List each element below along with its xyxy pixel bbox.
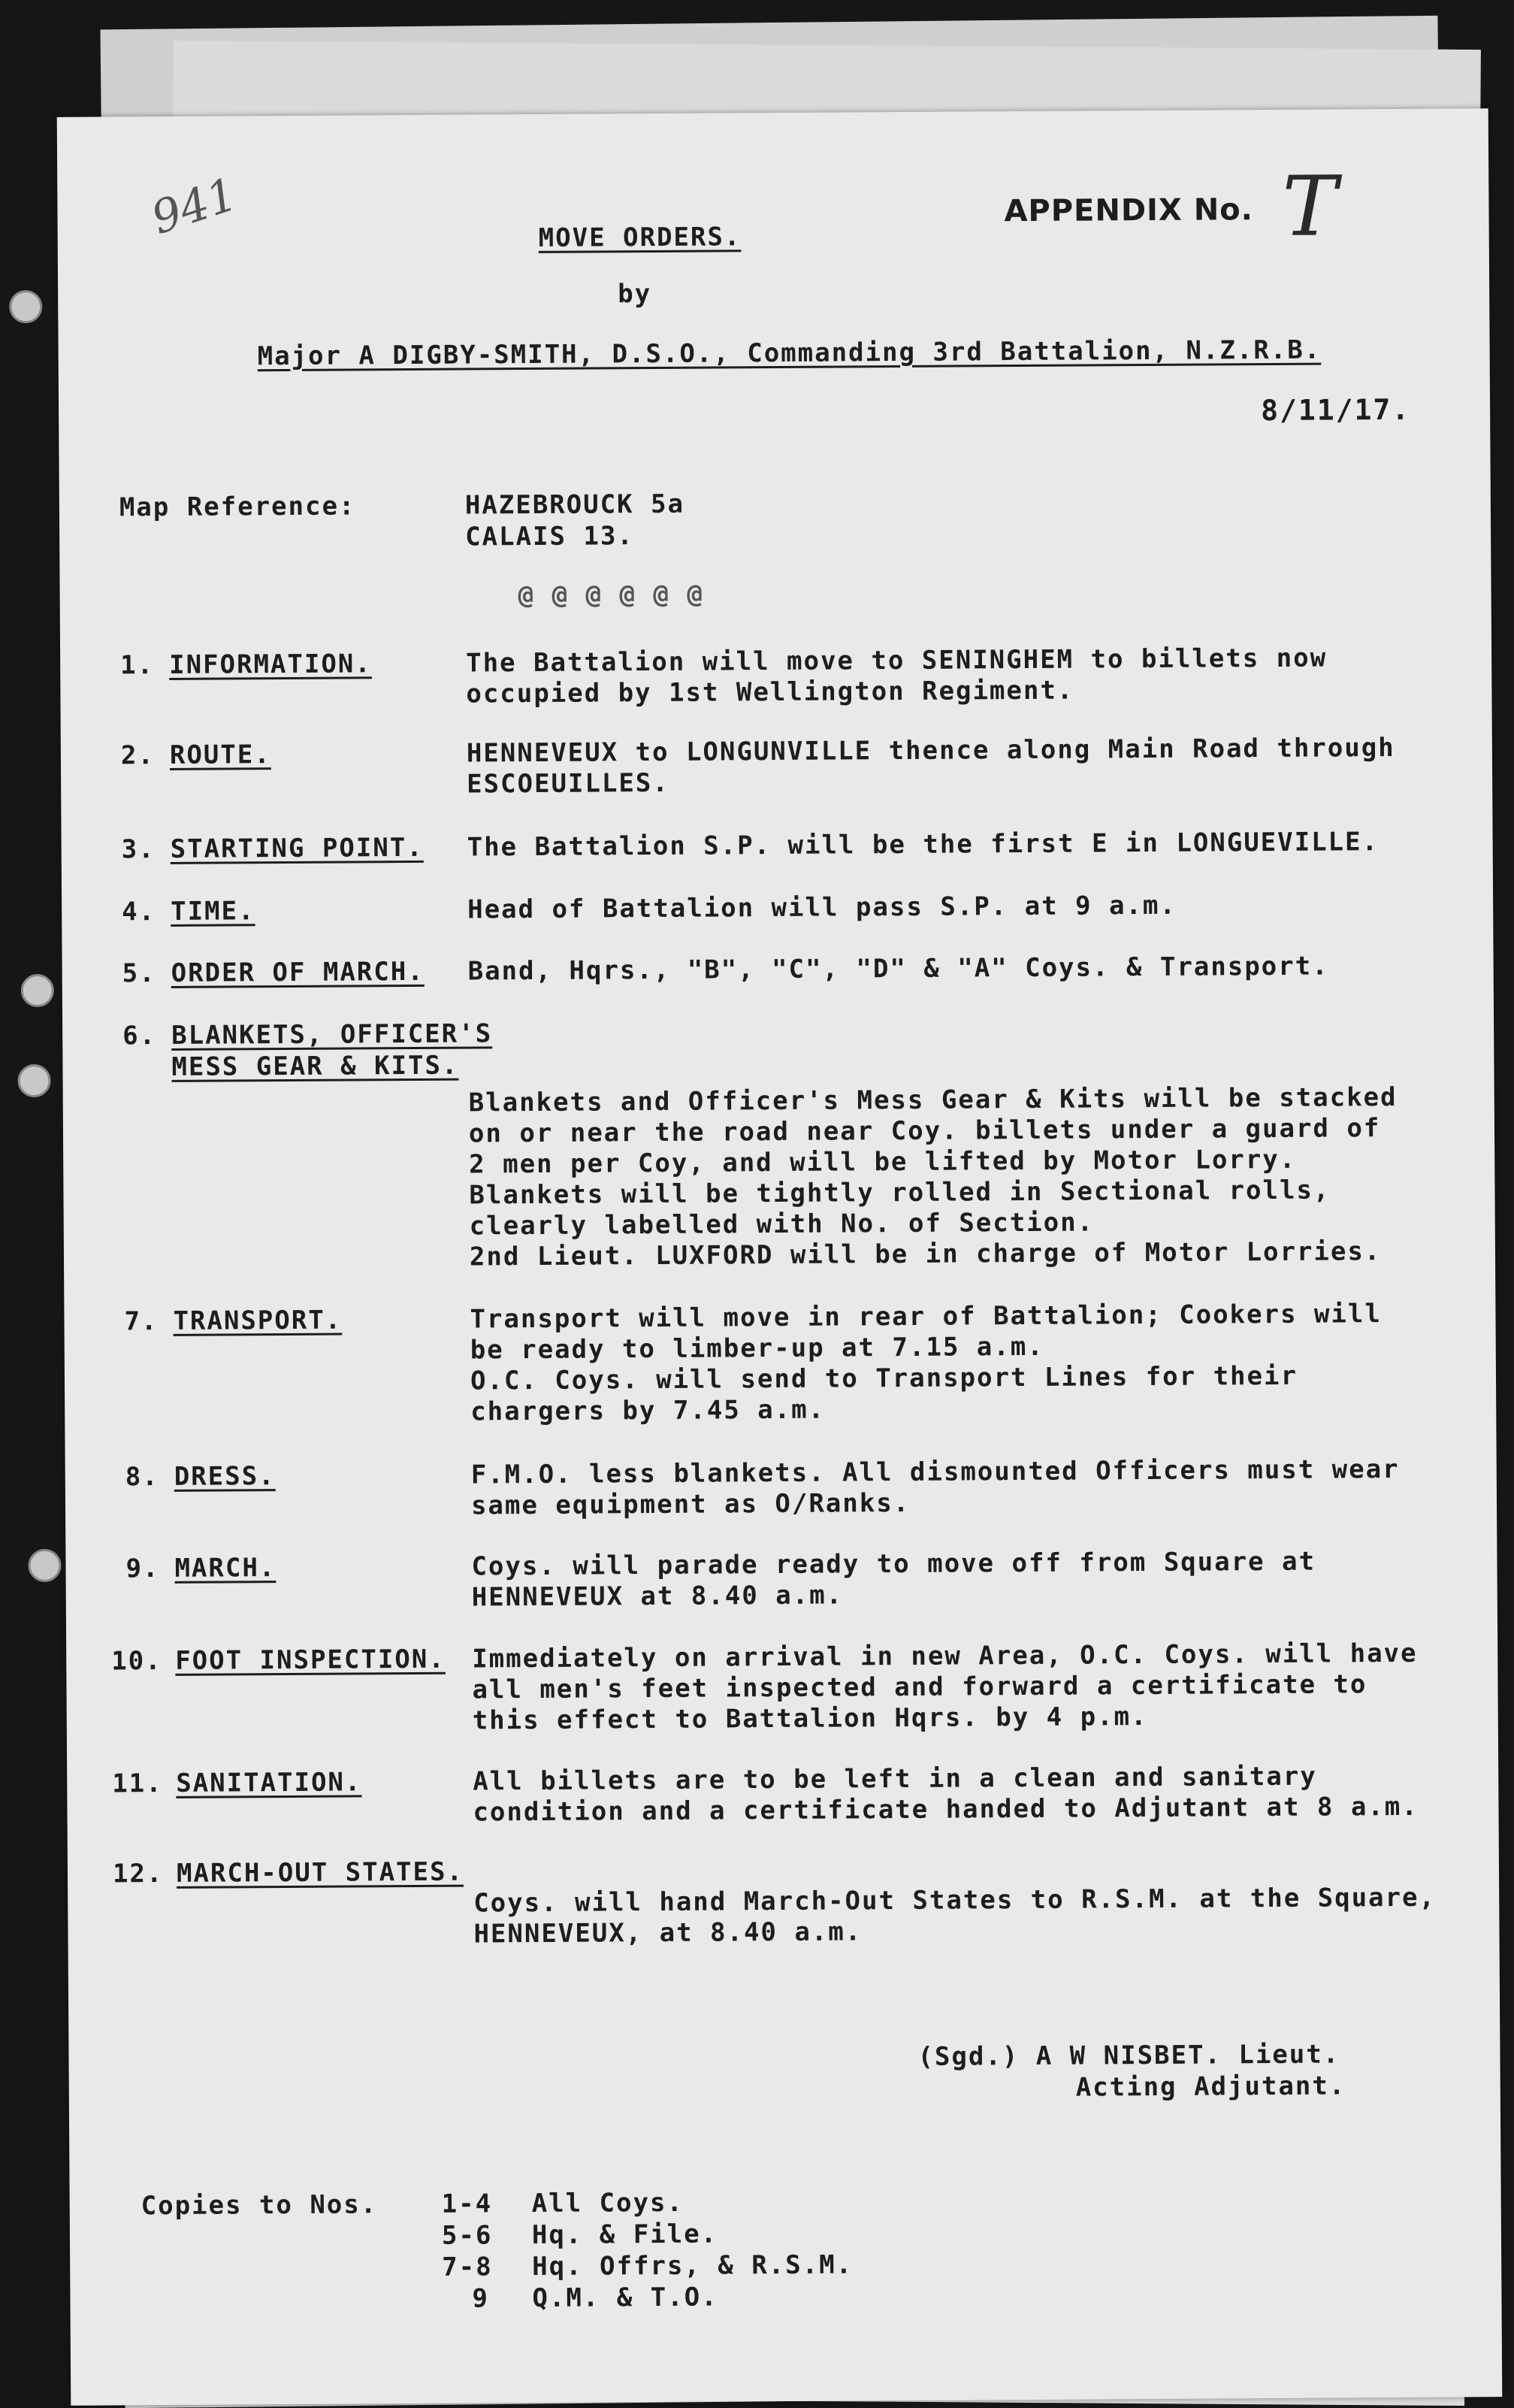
paragraph-body: Immediately on arrival in new Area, O.C. Coys. will have all men's feet inspected and forward a certificate to this effect to Battalion Hqrs. by 4 p.m. (472, 1638, 1418, 1736)
copies-nos: 5-6 (441, 2220, 493, 2251)
punch-hole (28, 1549, 61, 1582)
by-line: by (618, 279, 652, 310)
paragraph-heading-continued: MESS GEAR & KITS. (171, 1050, 459, 1082)
appendix-value: T (1282, 158, 1338, 255)
copies-nos: 9 (472, 2283, 490, 2314)
commander-line: Major A DIGBY-SMITH, D.S.O., Commanding 3rd Battalion, N.Z.R.B. (257, 334, 1322, 372)
paragraph-body: Band, Hqrs., "B", "C", "D" & "A" Coys. & Transport. (467, 951, 1329, 987)
paragraph-body: Coys. will parade ready to move off from Square at HENNEVEUX at 8.40 a.m. (471, 1546, 1316, 1613)
copies-nos: 1-4 (441, 2189, 493, 2219)
paragraph-number: 3. (121, 834, 156, 865)
punch-hole (21, 974, 54, 1007)
signature-line: (Sgd.) A W NISBET. Lieut. (917, 2039, 1340, 2072)
paragraph-number: 6. (122, 1021, 157, 1051)
paragraph-body: All billets are to be left in a clean and sanitary condition and a certificate handed to Adjutant at 8 a.m. (473, 1761, 1419, 1828)
paragraph-heading: ROUTE. (169, 740, 271, 770)
map-reference-line: CALAIS 13. (465, 521, 634, 552)
paragraph-heading: SANITATION. (176, 1767, 362, 1798)
separator: @ @ @ @ @ @ (518, 579, 704, 611)
paragraph-heading: DRESS. (174, 1461, 276, 1492)
copies-recipient: All Coys. (531, 2187, 684, 2219)
map-reference-line: HAZEBROUCK 5a (464, 489, 685, 521)
paragraph-number: 9. (125, 1553, 160, 1584)
paragraph-number: 4. (122, 897, 156, 927)
paragraph-heading: MARCH. (174, 1553, 277, 1584)
paragraph-number: 5. (122, 958, 156, 989)
paragraph-heading: MARCH-OUT STATES. (176, 1856, 464, 1889)
paragraph-number: 7. (124, 1306, 159, 1337)
paragraph-number: 2. (120, 740, 155, 771)
paragraph-heading: ORDER OF MARCH. (171, 956, 425, 988)
paragraph-body: Head of Battalion will pass S.P. at 9 a.m. (467, 890, 1177, 925)
copies-recipient: Q.M. & T.O. (532, 2282, 718, 2314)
paragraph-number: 1. (120, 650, 155, 681)
document-page (57, 108, 1503, 2406)
document-date: 8/11/17. (1260, 392, 1411, 428)
paragraph-body: Coys. will hand March-Out States to R.S.M. at the Square, HENNEVEUX, at 8.40 a.m. (473, 1882, 1437, 1950)
signature-title: Acting Adjutant. (1075, 2071, 1346, 2103)
paragraph-heading: TIME. (171, 896, 255, 927)
map-reference-label: Map Reference: (119, 491, 356, 523)
copies-nos: 7-8 (442, 2252, 493, 2282)
paragraph-body: The Battalion will move to SENINGHEM to billets now occupied by 1st Wellington Regiment. (466, 643, 1328, 709)
paragraph-heading: INFORMATION. (169, 649, 372, 680)
paragraph-body: Blankets and Officer's Mess Gear & Kits will be stacked on or near the road near Coy. billets under a guard of 2 men per Coy, and will be lifted by Motor Lorry. Blankets will be tightly rolled in Sectional rolls, clearly labelled with No. of Section. 2nd Lieut. LUXFORD will be in charge of Motor Lorries. (468, 1081, 1398, 1272)
punch-hole (17, 1064, 50, 1097)
paragraph-heading: TRANSPORT. (173, 1305, 343, 1336)
copies-label: Copies to Nos. (141, 2189, 378, 2222)
copies-recipient: Hq. & File. (531, 2219, 718, 2251)
document-title: MOVE ORDERS. (538, 222, 742, 253)
paragraph-heading: STARTING POINT. (170, 832, 424, 864)
paragraph-body: Transport will move in rear of Battalion; Cookers will be ready to limber-up at 7.15 a.m. O.C. Coys. will send to Transport Lines for their chargers by 7.45 a.m. (470, 1299, 1382, 1427)
punch-hole (9, 290, 42, 323)
paragraph-number: 8. (125, 1462, 159, 1493)
paragraph-number: 10. (111, 1646, 162, 1677)
reference-number: 941 (145, 168, 244, 245)
paragraph-body: HENNEVEUX to LONGUNVILLE thence along Main Road through ESCOEUILLES. (466, 732, 1395, 800)
paragraph-number: 12. (112, 1859, 164, 1889)
copies-recipient: Hq. Offrs, & R.S.M. (532, 2249, 854, 2282)
paragraph-heading: BLANKETS, OFFICER'S (171, 1018, 493, 1051)
paragraph-heading: FOOT INSPECTION. (175, 1644, 446, 1676)
paragraph-body: F.M.O. less blankets. All dismounted Officers must wear same equipment as O/Ranks. (470, 1454, 1400, 1521)
paragraph-number: 11. (112, 1768, 163, 1799)
appendix-label: APPENDIX No. (1004, 192, 1254, 229)
paragraph-body: The Battalion S.P. will be the first E in LONGUEVILLE. (467, 827, 1380, 863)
